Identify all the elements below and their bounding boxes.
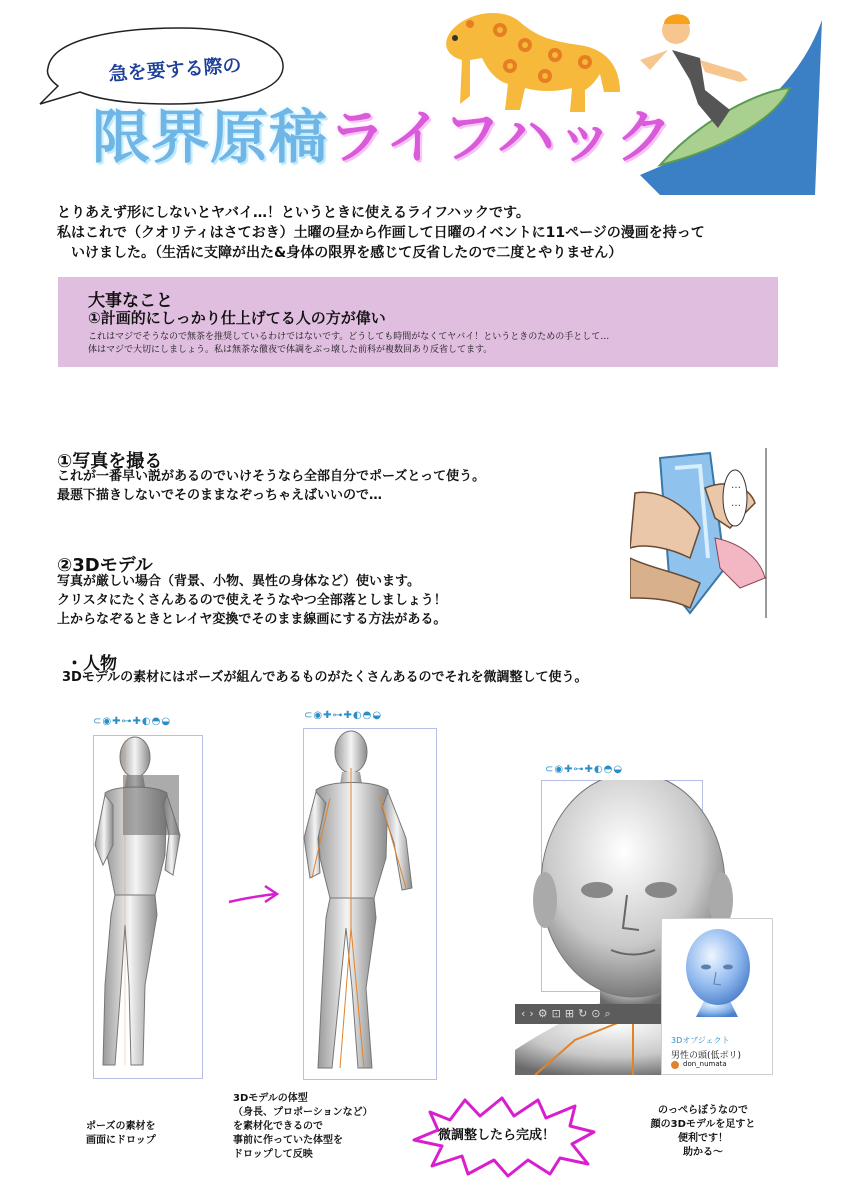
author-avatar	[671, 1061, 679, 1069]
caption-body-line-1: 3Dモデルの体型	[233, 1093, 308, 1104]
caption-body-line-5: ドロップして反映	[233, 1149, 313, 1160]
title-part-2: ライフハック	[328, 103, 674, 171]
section-3d-line-1: 写真が厳しい場合（背景、小物、異性の身体など）使います。	[57, 574, 420, 589]
view-control-bar[interactable]: ‹›⚙⊡⊞↻⊙⌕	[515, 1004, 663, 1024]
section-3d-heading: ②3Dモデル	[57, 555, 153, 576]
caption-body-line-3: を素材化できるので	[233, 1121, 323, 1132]
object-author: don_numata	[683, 1060, 727, 1068]
caption-drop-line-1: ポーズの素材を	[86, 1121, 156, 1132]
section-3d-body	[57, 572, 447, 629]
caption-head-line-3: 便利です！	[678, 1133, 728, 1144]
caption-body-type	[233, 1092, 373, 1162]
caption-head-line-1: のっぺらぼうなので	[658, 1105, 748, 1116]
section-person-heading: ・人物	[66, 654, 117, 674]
section-3d-line-3: 上からなぞるときとレイヤ変換でそのまま線画にする方法がある。	[57, 612, 447, 627]
section-3d-line-2: クリスタにたくさんあるので使えそうなやつ全部落としましょう！	[57, 593, 447, 608]
intro-line-2: 私はこれで（クオリティはさておき）土曜の昼から作画して日曜のイベントに11ページの漫画を持って	[57, 225, 705, 241]
intro-text	[57, 203, 817, 263]
important-title: 大事なこと	[88, 291, 173, 311]
caption-head	[638, 1104, 768, 1160]
important-subtitle: ①計画的にしっかり仕上げてる人の方が偉い	[88, 309, 386, 327]
important-note-line-1: これはマジでそうなので無茶を推奨しているわけではないです。どうしても時間がなくてヤバイ！というときのための手として…	[88, 332, 610, 342]
caption-drop-line-2: 画面にドロップ	[86, 1135, 156, 1146]
right-arrow-icon	[225, 880, 285, 920]
model-toolbar-1[interactable]: ⊂◉✚⊶✚◐◓◒	[93, 716, 172, 727]
caption-head-line-2: 顔の3Dモデルを足すと	[650, 1119, 756, 1130]
caption-head-line-4: 助かる〜	[683, 1147, 723, 1158]
object-name: 男性の頭(低ポリ)	[671, 1051, 742, 1061]
important-note-line-2: 体はマジで大切にしましょう。私は無茶な徹夜で体調をぶっ壊した前科が複数回あり反省してます。	[88, 345, 493, 355]
mannequin-figure-1	[85, 735, 210, 1080]
caption-drop	[86, 1120, 156, 1148]
object-category: 3Dオブジェクト	[671, 1036, 730, 1045]
section-photo-body	[57, 467, 485, 505]
section-person-body: 3Dモデルの素材にはポーズが組んであるものがたくさんあるのでそれを微調整して使う。	[62, 670, 588, 685]
model-toolbar-3[interactable]: ⊂◉✚⊶✚◐◓◒	[545, 764, 624, 775]
svg-text:…: …	[731, 498, 741, 509]
blue-head-thumbnail	[666, 922, 766, 1022]
caption-body-line-2: （身長、プロポーションなど）	[233, 1107, 373, 1118]
important-note	[88, 331, 609, 357]
section-photo-heading: ①写真を撮る	[57, 451, 163, 472]
manga-illustration	[630, 448, 770, 618]
title-part-1: 限界原稿	[92, 103, 329, 171]
model-toolbar-2[interactable]: ⊂◉✚⊶✚◐◓◒	[304, 710, 383, 721]
intro-line-3: いけました。（生活に支障が出た&身体の限界を感じて反省したので二度とやりません）	[71, 245, 623, 261]
intro-line-1: とりあえず形にしないとヤバイ…！というときに使えるライフハックです。	[57, 205, 530, 221]
svg-text:…: …	[731, 480, 741, 491]
caption-finish: 微調整したら完成！	[438, 1128, 556, 1143]
section-photo-line-2: 最悪下描きしないでそのままなぞっちゃえばいいので…	[57, 488, 383, 503]
bubble-title: 急を要する際の	[107, 54, 243, 86]
section-photo-line-1: これが一番早い説があるのでいけそうなら全部自分でポーズとって使う。	[57, 469, 486, 484]
page-title	[92, 103, 674, 171]
mannequin-figure-2	[296, 728, 446, 1083]
caption-body-line-4: 事前に作っていた体型を	[233, 1135, 343, 1146]
leopard-icon	[446, 13, 620, 112]
